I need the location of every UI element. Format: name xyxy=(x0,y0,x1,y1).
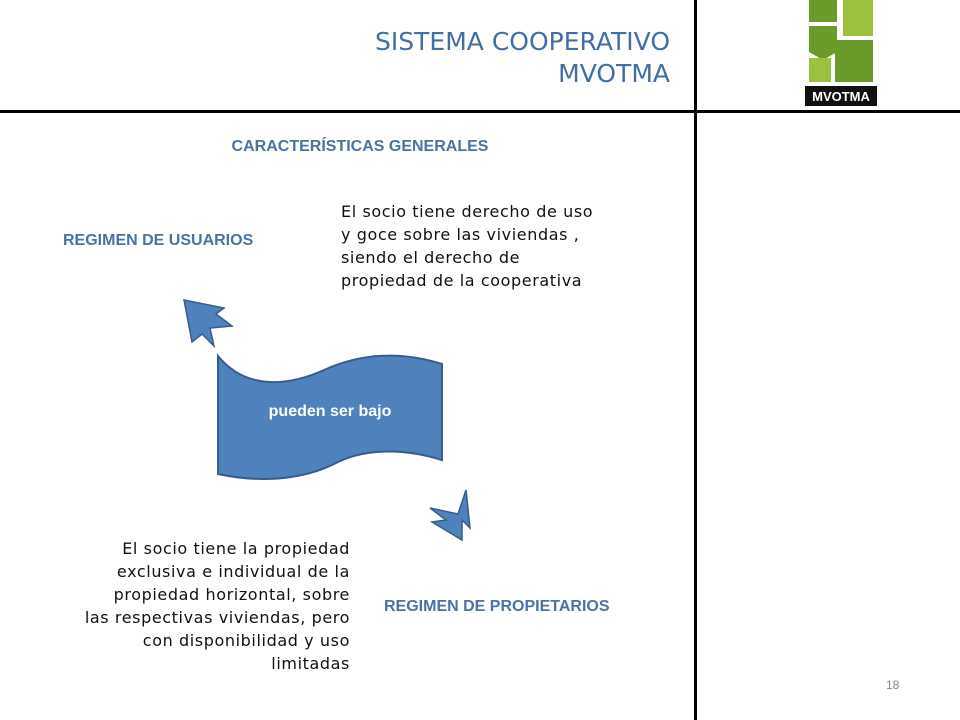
page-title xyxy=(375,26,670,90)
title-line-2: MVOTMA xyxy=(558,59,670,88)
title-line-1: SISTEMA COOPERATIVO xyxy=(375,27,670,56)
propietarios-desc-line: propiedad horizontal, sobre xyxy=(113,585,350,604)
propietarios-label: REGIMEN DE PROPIETARIOS xyxy=(384,598,610,615)
propietarios-desc-line: exclusiva e individual de la xyxy=(116,562,350,581)
page-number: 18 xyxy=(886,678,900,692)
logo-block xyxy=(843,0,873,36)
usuarios-desc-line: propiedad de la cooperativa xyxy=(341,271,583,290)
usuarios-desc-line: siendo el derecho de xyxy=(341,248,521,267)
vertical-divider xyxy=(694,0,697,720)
propietarios-description xyxy=(20,537,350,675)
propietarios-desc-line: El socio tiene la propiedad xyxy=(122,539,350,558)
usuarios-description xyxy=(341,200,651,292)
arrow-down-right-shape xyxy=(430,490,470,540)
logo-block xyxy=(809,0,837,22)
logo-block xyxy=(809,58,831,82)
header-divider xyxy=(0,110,960,113)
usuarios-label: REGIMEN DE USUARIOS xyxy=(63,232,254,249)
propietarios-desc-line: con disponibilidad y uso xyxy=(142,631,350,650)
logo-block xyxy=(809,26,837,60)
logo-text: MVOTMA xyxy=(812,89,870,104)
arrow-up-left-icon xyxy=(180,296,240,356)
usuarios-desc-line: El socio tiene derecho de uso xyxy=(341,202,594,221)
propietarios-desc-line: limitadas xyxy=(271,654,350,673)
logo-block xyxy=(835,40,873,82)
usuarios-desc-line: y goce sobre las viviendas , xyxy=(341,225,580,244)
center-banner-text: pueden ser bajo xyxy=(268,403,392,420)
arrow-down-right-icon xyxy=(424,486,484,546)
mvotma-logo xyxy=(805,0,877,108)
arrow-up-left-shape xyxy=(184,300,232,346)
section-subtitle: CARACTERÍSTICAS GENERALES xyxy=(231,138,489,155)
propietarios-desc-line: las respectivas viviendas, pero xyxy=(84,608,350,627)
